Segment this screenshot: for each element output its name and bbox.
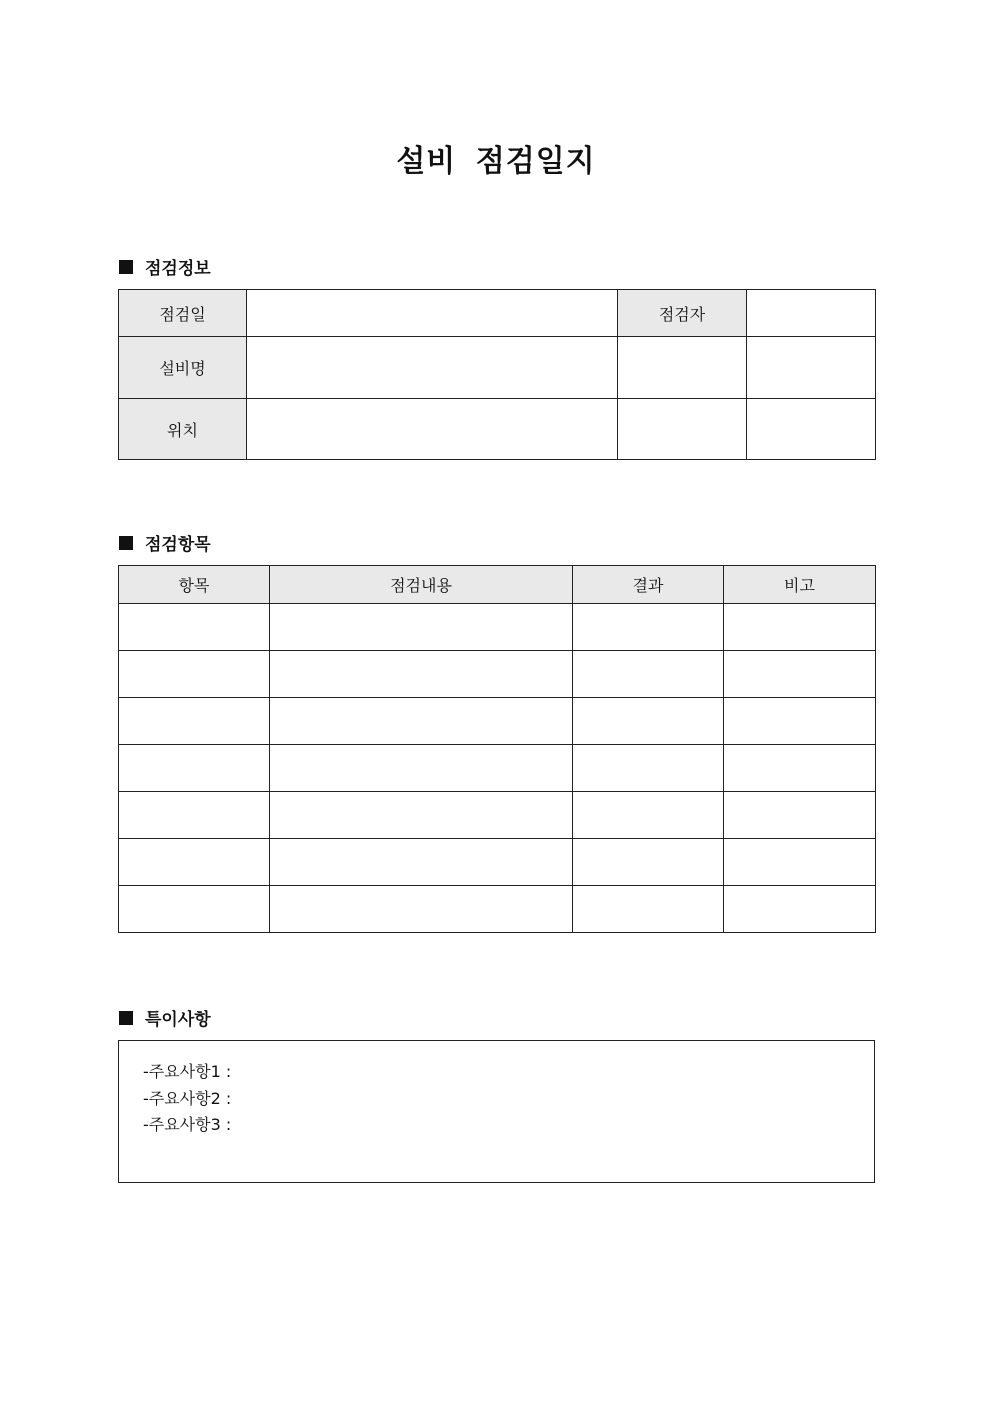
inspector-field[interactable] <box>747 290 876 337</box>
content-cell[interactable] <box>270 839 573 886</box>
equipment-label: 설비명 <box>119 337 247 399</box>
column-header-content: 점검내용 <box>270 566 573 604</box>
page-title: 설비 점검일지 <box>396 144 596 179</box>
inspection-items-heading-text: 점검항목 <box>145 535 211 555</box>
column-header-item: 항목 <box>119 566 270 604</box>
remarks-cell[interactable] <box>724 839 876 886</box>
inspection-info-heading-text: 점검정보 <box>145 259 211 279</box>
square-bullet-icon <box>119 260 133 274</box>
remarks-cell[interactable] <box>724 886 876 933</box>
column-header-remarks: 비고 <box>724 566 876 604</box>
inspection-items-table <box>118 565 876 933</box>
result-cell[interactable] <box>573 604 724 651</box>
notes-heading <box>119 1005 211 1030</box>
item-cell[interactable] <box>119 745 270 792</box>
item-cell[interactable] <box>119 839 270 886</box>
equipment-field[interactable] <box>247 337 618 399</box>
date-label: 점검일 <box>119 290 247 337</box>
note-item: -주요사항3 : <box>143 1115 232 1134</box>
inspector-label: 점검자 <box>618 290 747 337</box>
inspection-info-heading <box>119 254 211 279</box>
blank-cell[interactable] <box>618 337 747 399</box>
square-bullet-icon <box>119 536 133 550</box>
note-item: -주요사항2 : <box>143 1088 232 1108</box>
table-row <box>119 604 876 651</box>
result-cell[interactable] <box>573 698 724 745</box>
table-row <box>119 399 876 460</box>
item-cell[interactable] <box>119 651 270 698</box>
table-row <box>119 290 876 337</box>
location-field[interactable] <box>247 399 618 460</box>
item-cell[interactable] <box>119 792 270 839</box>
inspection-info-table <box>118 289 876 460</box>
table-row <box>119 839 876 886</box>
result-cell[interactable] <box>573 839 724 886</box>
result-cell[interactable] <box>573 745 724 792</box>
result-cell[interactable] <box>573 792 724 839</box>
item-cell[interactable] <box>119 698 270 745</box>
content-cell[interactable] <box>270 886 573 933</box>
content-cell[interactable] <box>270 651 573 698</box>
table-row <box>119 698 876 745</box>
location-label: 위치 <box>119 399 247 460</box>
table-row <box>119 745 876 792</box>
note-item: -주요사항1 : <box>143 1062 232 1081</box>
column-header-result: 결과 <box>573 566 724 604</box>
notes-list <box>119 1041 874 1139</box>
blank-cell[interactable] <box>618 399 747 460</box>
item-cell[interactable] <box>119 886 270 933</box>
notes-box[interactable] <box>118 1040 875 1183</box>
table-row <box>119 886 876 933</box>
inspection-items-heading <box>119 530 211 555</box>
remarks-cell[interactable] <box>724 698 876 745</box>
date-field[interactable] <box>247 290 618 337</box>
remarks-cell[interactable] <box>724 651 876 698</box>
notes-heading-text: 특이사항 <box>145 1010 211 1030</box>
table-row <box>119 651 876 698</box>
remarks-cell[interactable] <box>724 745 876 792</box>
table-row <box>119 337 876 399</box>
table-row <box>119 792 876 839</box>
remarks-cell[interactable] <box>724 604 876 651</box>
item-cell[interactable] <box>119 604 270 651</box>
square-bullet-icon <box>119 1011 133 1025</box>
table-header-row <box>119 566 876 604</box>
remarks-cell[interactable] <box>724 792 876 839</box>
content-cell[interactable] <box>270 698 573 745</box>
content-cell[interactable] <box>270 792 573 839</box>
result-cell[interactable] <box>573 886 724 933</box>
content-cell[interactable] <box>270 604 573 651</box>
blank-cell[interactable] <box>747 337 876 399</box>
content-cell[interactable] <box>270 745 573 792</box>
blank-cell[interactable] <box>747 399 876 460</box>
result-cell[interactable] <box>573 651 724 698</box>
